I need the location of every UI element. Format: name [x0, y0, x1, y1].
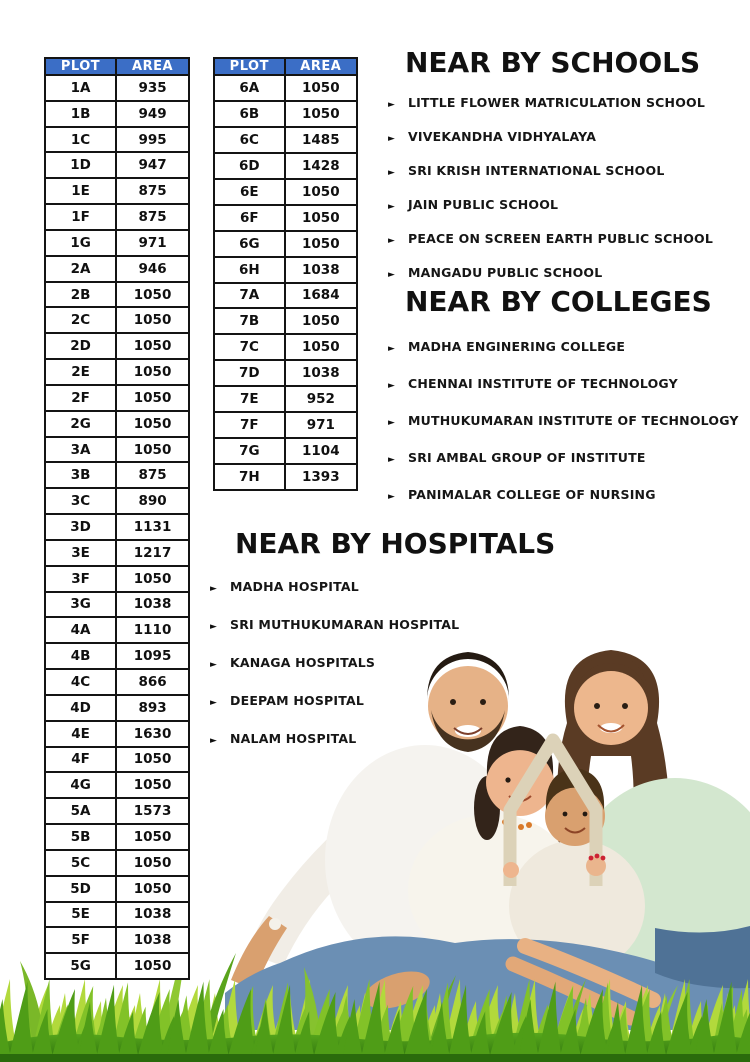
column-header: PLOT [45, 58, 116, 75]
table-cell: 2G [45, 411, 116, 437]
table-row [45, 462, 189, 488]
table-cell: 6H [214, 257, 285, 283]
table-cell: 1104 [285, 438, 357, 464]
table-row [45, 127, 189, 153]
table-cell: 1393 [285, 464, 357, 490]
list-item [210, 618, 459, 634]
table-row [45, 230, 189, 256]
table-row [214, 257, 357, 283]
list-item [388, 130, 713, 146]
table-cell: 4B [45, 643, 116, 669]
list-item-label: MADHA HOSPITAL [230, 579, 359, 594]
table-row [45, 592, 189, 618]
list-item [388, 164, 713, 180]
table-cell: 971 [285, 412, 357, 438]
table-row [214, 360, 357, 386]
table-cell: 1050 [116, 385, 189, 411]
table-cell: 1050 [285, 101, 357, 127]
table-row [214, 127, 357, 153]
table-row [45, 307, 189, 333]
table-row [214, 464, 357, 490]
table-cell: 947 [116, 152, 189, 178]
table-row [45, 721, 189, 747]
bullet-arrow-icon: ► [210, 584, 218, 594]
bullet-arrow-icon: ► [388, 492, 396, 502]
table-cell: 1485 [285, 127, 357, 153]
schools-section-title: NEAR BY SCHOOLS [405, 46, 701, 79]
table-cell: 995 [116, 127, 189, 153]
list-item-label: SRI AMBAL GROUP OF INSTITUTE [408, 450, 646, 465]
table-row [45, 643, 189, 669]
table-cell: 1131 [116, 514, 189, 540]
list-item [388, 232, 713, 248]
table-cell: 875 [116, 204, 189, 230]
list-item [210, 580, 459, 596]
table-cell: 4G [45, 772, 116, 798]
list-item-label: MADHA ENGINERING COLLEGE [408, 339, 626, 354]
table-cell: 3C [45, 488, 116, 514]
table-cell: 7G [214, 438, 285, 464]
table-cell: 1630 [116, 721, 189, 747]
table-row [214, 308, 357, 334]
list-item [210, 656, 459, 672]
table-row [45, 256, 189, 282]
table-row [45, 747, 189, 773]
table-row [45, 75, 189, 101]
table-cell: 4C [45, 669, 116, 695]
table-cell: 1G [45, 230, 116, 256]
bullet-arrow-icon: ► [388, 134, 396, 144]
table-row [45, 385, 189, 411]
table-cell: 7B [214, 308, 285, 334]
table-row [45, 488, 189, 514]
table-cell: 3G [45, 592, 116, 618]
table-cell: 6C [214, 127, 285, 153]
table-cell: 2E [45, 359, 116, 385]
table-cell: 1D [45, 152, 116, 178]
table-cell: 1050 [285, 179, 357, 205]
list-item [388, 198, 713, 214]
table-cell: 875 [116, 178, 189, 204]
table-cell: 1573 [116, 798, 189, 824]
table-row [45, 850, 189, 876]
table-cell: 3B [45, 462, 116, 488]
bullet-arrow-icon: ► [388, 270, 396, 280]
table-row [214, 334, 357, 360]
bullet-arrow-icon: ► [388, 168, 396, 178]
table-cell: 935 [116, 75, 189, 101]
list-item-label: MUTHUKUMARAN INSTITUTE OF TECHNOLOGY [408, 413, 739, 428]
table-cell: 2B [45, 282, 116, 308]
table-cell: 1038 [116, 927, 189, 953]
table-row [45, 178, 189, 204]
table-row [214, 101, 357, 127]
bullet-arrow-icon: ► [210, 736, 218, 746]
table-cell: 1050 [116, 824, 189, 850]
table-header-row [214, 58, 357, 75]
table-cell: 893 [116, 695, 189, 721]
list-item [388, 266, 713, 282]
table-cell: 2F [45, 385, 116, 411]
list-item-label: MANGADU PUBLIC SCHOOL [408, 265, 603, 280]
table-cell: 971 [116, 230, 189, 256]
table-cell: 1050 [116, 566, 189, 592]
table-cell: 5E [45, 902, 116, 928]
table-row [45, 411, 189, 437]
table-cell: 1110 [116, 617, 189, 643]
table-row [45, 617, 189, 643]
table-cell: 7H [214, 464, 285, 490]
table-cell: 1050 [285, 334, 357, 360]
bullet-arrow-icon: ► [210, 698, 218, 708]
table-cell: 5D [45, 876, 116, 902]
table-cell: 1E [45, 178, 116, 204]
table-row [214, 231, 357, 257]
bullet-arrow-icon: ► [388, 381, 396, 391]
bullet-arrow-icon: ► [388, 100, 396, 110]
table-row [45, 359, 189, 385]
table-row [45, 772, 189, 798]
table-cell: 1050 [116, 953, 189, 979]
table-row [45, 669, 189, 695]
table-cell: 4F [45, 747, 116, 773]
table-row [45, 333, 189, 359]
table-cell: 7D [214, 360, 285, 386]
list-item-label: CHENNAI INSTITUTE OF TECHNOLOGY [408, 376, 678, 391]
table-cell: 3F [45, 566, 116, 592]
table-cell: 6A [214, 75, 285, 101]
table-row [45, 927, 189, 953]
table-cell: 1038 [285, 360, 357, 386]
table-cell: 6D [214, 153, 285, 179]
hospitals-section-title: NEAR BY HOSPITALS [235, 527, 556, 560]
list-item-label: SRI KRISH INTERNATIONAL SCHOOL [408, 163, 665, 178]
table-cell: 7E [214, 386, 285, 412]
table-cell: 866 [116, 669, 189, 695]
table-cell: 6E [214, 179, 285, 205]
table-cell: 1050 [285, 231, 357, 257]
table-cell: 890 [116, 488, 189, 514]
bullet-arrow-icon: ► [210, 622, 218, 632]
table-cell: 1050 [116, 747, 189, 773]
list-item-label: DEEPAM HOSPITAL [230, 693, 365, 708]
bullet-arrow-icon: ► [388, 344, 396, 354]
table-header-row [45, 58, 189, 75]
table-cell: 952 [285, 386, 357, 412]
table-row [45, 695, 189, 721]
list-item [388, 340, 739, 356]
list-item [210, 732, 459, 748]
column-header: AREA [116, 58, 189, 75]
list-item-label: PANIMALAR COLLEGE OF NURSING [408, 487, 656, 502]
table-cell: 1038 [116, 902, 189, 928]
table-cell: 3A [45, 437, 116, 463]
list-item [388, 451, 739, 467]
list-item [388, 488, 739, 504]
table-cell: 949 [116, 101, 189, 127]
table-cell: 3D [45, 514, 116, 540]
table-cell: 946 [116, 256, 189, 282]
table-cell: 4D [45, 695, 116, 721]
table-cell: 1050 [285, 308, 357, 334]
list-item [388, 96, 713, 112]
table-cell: 1050 [116, 437, 189, 463]
table-cell: 5C [45, 850, 116, 876]
list-item-label: SRI MUTHUKUMARAN HOSPITAL [230, 617, 460, 632]
list-item-label: KANAGA HOSPITALS [230, 655, 376, 670]
table-cell: 1038 [116, 592, 189, 618]
table-row [45, 152, 189, 178]
list-item-label: PEACE ON SCREEN EARTH PUBLIC SCHOOL [408, 231, 714, 246]
table-cell: 7A [214, 283, 285, 309]
bullet-arrow-icon: ► [210, 660, 218, 670]
schools-list [388, 96, 713, 300]
bullet-arrow-icon: ► [388, 236, 396, 246]
table-cell: 1050 [116, 282, 189, 308]
table-row [45, 876, 189, 902]
table-cell: 6B [214, 101, 285, 127]
table-cell: 6G [214, 231, 285, 257]
table-row [45, 798, 189, 824]
table-cell: 1050 [116, 307, 189, 333]
table-cell: 3E [45, 540, 116, 566]
table-row [45, 204, 189, 230]
table-row [214, 386, 357, 412]
table-cell: 1050 [116, 876, 189, 902]
list-item [210, 694, 459, 710]
table-cell: 1050 [116, 772, 189, 798]
table-row [214, 75, 357, 101]
table-row [45, 902, 189, 928]
table-cell: 7C [214, 334, 285, 360]
table-cell: 1050 [116, 359, 189, 385]
table-cell: 1F [45, 204, 116, 230]
hospitals-list [210, 580, 459, 770]
table-cell: 5G [45, 953, 116, 979]
table-cell: 1217 [116, 540, 189, 566]
table-row [45, 437, 189, 463]
table-cell: 5F [45, 927, 116, 953]
table-cell: 2A [45, 256, 116, 282]
table-row [45, 514, 189, 540]
table-cell: 1A [45, 75, 116, 101]
table-row [214, 412, 357, 438]
table-row [45, 953, 189, 979]
table-row [214, 179, 357, 205]
table-row [45, 824, 189, 850]
column-header: AREA [285, 58, 357, 75]
list-item-label: LITTLE FLOWER MATRICULATION SCHOOL [408, 95, 706, 110]
table-cell: 2C [45, 307, 116, 333]
table-cell: 2D [45, 333, 116, 359]
table-row [45, 540, 189, 566]
table-cell: 875 [116, 462, 189, 488]
table-cell: 1050 [116, 333, 189, 359]
table-cell: 1684 [285, 283, 357, 309]
table-cell: 4E [45, 721, 116, 747]
bullet-arrow-icon: ► [388, 455, 396, 465]
table-cell: 4A [45, 617, 116, 643]
table-cell: 1428 [285, 153, 357, 179]
table-row [45, 101, 189, 127]
table-row [214, 205, 357, 231]
bullet-arrow-icon: ► [388, 418, 396, 428]
table-cell: 1050 [116, 411, 189, 437]
table-cell: 5B [45, 824, 116, 850]
table-cell: 1C [45, 127, 116, 153]
table-cell: 1038 [285, 257, 357, 283]
list-item-label: JAIN PUBLIC SCHOOL [408, 197, 559, 212]
list-item-label: VIVEKANDHA VIDHYALAYA [408, 129, 597, 144]
table-cell: 7F [214, 412, 285, 438]
table-cell: 1095 [116, 643, 189, 669]
table-row [45, 282, 189, 308]
table-row [214, 283, 357, 309]
table-cell: 1B [45, 101, 116, 127]
table-row [214, 153, 357, 179]
colleges-section-title: NEAR BY COLLEGES [405, 285, 712, 318]
table-cell: 1050 [285, 75, 357, 101]
list-item-label: NALAM HOSPITAL [230, 731, 357, 746]
table-row [214, 438, 357, 464]
table-row [45, 566, 189, 592]
table-cell: 1050 [285, 205, 357, 231]
plot-area-table-1 [44, 57, 190, 980]
table-cell: 5A [45, 798, 116, 824]
column-header: PLOT [214, 58, 285, 75]
bullet-arrow-icon: ► [388, 202, 396, 212]
list-item [388, 377, 739, 393]
table-cell: 1050 [116, 850, 189, 876]
colleges-list [388, 340, 739, 525]
plot-area-table-2 [213, 57, 358, 491]
list-item [388, 414, 739, 430]
table-cell: 6F [214, 205, 285, 231]
